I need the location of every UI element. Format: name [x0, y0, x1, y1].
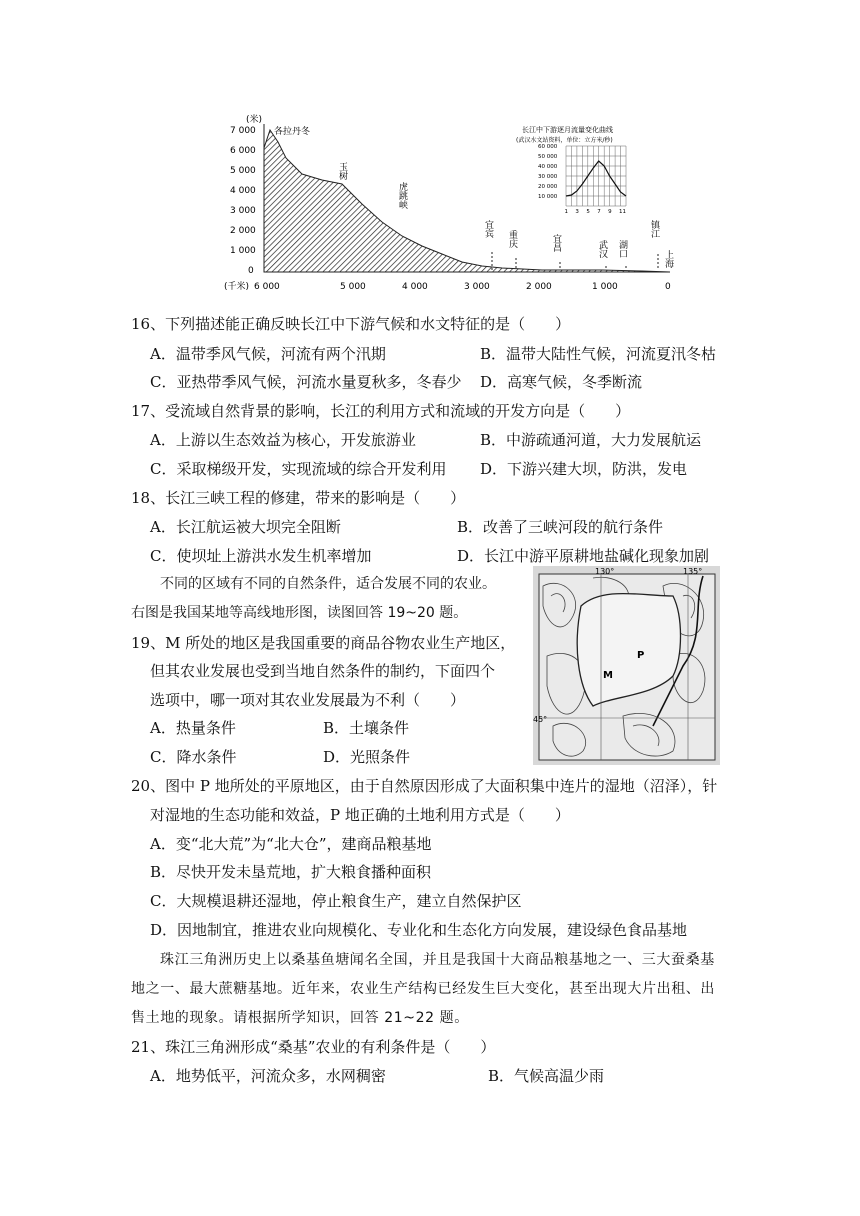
place-markers [492, 252, 658, 270]
map-lat-45: 45° [533, 715, 548, 724]
q19-stem-line-1: 19、M 所处的地区是我国重要的商品谷物农业生产地区， [131, 634, 516, 652]
intro-19-line-2: 右图是我国某地等高线地形图，读图回答 19~20 题。 [131, 605, 468, 621]
profile-y-tick: 3 000 [230, 206, 256, 216]
profile-x-tick: 4 000 [402, 282, 428, 292]
label-yichang: 宜昌 [551, 234, 561, 252]
profile-y-tick: 0 [248, 266, 254, 276]
inset-x-tick: 11 [619, 209, 627, 215]
inset-x-tick: 1 [564, 209, 568, 215]
intro-19-line-1: 不同的区域有不同的自然条件，适合发展不同的农业。 [160, 576, 496, 592]
q16-option-c: C．亚热带季风气候，河流水量夏秋多，冬春少 [150, 373, 462, 391]
q17-stem: 17、受流域自然背景的影响，长江的利用方式和流域的开发方向是（ ） [131, 402, 631, 420]
label-hutiaoxia: 虎跳峡 [397, 182, 407, 209]
inset-x-tick: 9 [608, 209, 612, 215]
profile-x-tick: 5 000 [340, 282, 366, 292]
profile-y-ticks [230, 126, 256, 276]
profile-x-tick: 0 [665, 282, 671, 292]
map-lon-130: 130° [595, 567, 615, 576]
label-yushu: 玉树 [337, 162, 347, 180]
q18-option-d: D．长江中游平原耕地盐碱化现象加剧 [457, 547, 710, 565]
flow-inset-chart [516, 125, 626, 215]
q17-option-b: B．中游疏通河道，大力发展航运 [480, 431, 702, 449]
q16-option-b: B．温带大陆性气候，河流夏汛冬枯 [480, 345, 717, 363]
inset-x-tick: 5 [586, 209, 590, 215]
inset-y-ticks [538, 144, 558, 200]
q18-option-c: C．使坝址上游洪水发生机率增加 [150, 547, 372, 565]
inset-x-tick: 7 [597, 209, 601, 215]
intro-21-line-1: 珠江三角洲历史上以桑基鱼塘闻名全国，并且是我国十大商品粮基地之一、三大蚕桑基 [160, 952, 715, 968]
intro-21-line-2: 地之一、最大蔗糖基地。近年来，农业生产结构已经发生巨大变化，甚至出现大片出租、出 [131, 981, 715, 997]
q21-stem: 21、珠江三角洲形成“桑基”农业的有利条件是（ ） [131, 1038, 496, 1056]
q19-option-b: B．土壤条件 [323, 719, 410, 737]
profile-x-tick: 2 000 [526, 282, 552, 292]
profile-x-tick: 3 000 [464, 282, 490, 292]
label-hukou: 湖口 [617, 240, 627, 258]
profile-x-tick: 6 000 [254, 282, 280, 292]
label-yibin: 宜宾 [483, 220, 493, 238]
profile-y-tick: 4 000 [230, 186, 256, 196]
q19-option-a: A．热量条件 [150, 719, 236, 737]
profile-y-tick: 2 000 [230, 226, 256, 236]
profile-x-unit: (千米) [224, 282, 250, 292]
inset-y-tick: 40 000 [538, 164, 558, 170]
q17-option-c: C．采取梯级开发，实现流域的综合开发利用 [150, 460, 447, 478]
inset-y-tick: 60 000 [538, 144, 558, 150]
q21-option-a: A．地势低平，河流众多，水网稠密 [150, 1067, 386, 1085]
q16-stem: 16、下列描述能正确反映长江中下游气候和水文特征的是（ ） [131, 315, 571, 333]
yangtze-profile-figure [222, 112, 682, 302]
inset-grid [566, 146, 626, 206]
inset-x-ticks [565, 209, 627, 215]
map-label-m: M [603, 670, 613, 681]
label-gelandandong: 各拉丹冬 [274, 127, 311, 137]
q19-option-d: D．光照条件 [323, 748, 411, 766]
profile-y-unit: (米) [246, 115, 263, 125]
q20-stem-line-2: 对湿地的生态功能和效益，P 地正确的土地利用方式是（ ） [150, 806, 570, 824]
q20-option-b: B．尽快开发未垦荒地，扩大粮食播种面积 [150, 863, 432, 881]
inset-x-tick: 3 [575, 209, 579, 215]
q20-option-d: D．因地制宜，推进农业向规模化、专业化和生态化方向发展，建设绿色食品基地 [150, 921, 688, 939]
intro-21-line-3: 售土地的现象。请根据所学知识，回答 21~22 题。 [131, 1010, 469, 1026]
inset-subtitle: (武汉水文站资料，单位：立方米/秒) [516, 137, 613, 144]
q19-stem-line-2: 但其农业发展也受到当地自然条件的制约，下面四个 [150, 662, 496, 680]
q21-option-b: B．气候高温少雨 [488, 1067, 605, 1085]
inset-y-tick: 30 000 [538, 174, 558, 180]
q20-option-a: A．变“北大荒”为“北大仓”，建商品粮基地 [150, 835, 432, 853]
profile-y-tick: 7 000 [230, 126, 256, 136]
q17-option-a: A．上游以生态效益为核心，开发旅游业 [150, 431, 416, 449]
map-label-p: P [637, 650, 645, 661]
q17-option-d: D．下游兴建大坝，防洪，发电 [480, 460, 688, 478]
q18-stem: 18、长江三峡工程的修建，带来的影响是（ ） [131, 489, 466, 507]
inset-title: 长江中下游逐月流量变化曲线 [522, 126, 613, 134]
label-chongqing: 重庆 [507, 230, 517, 248]
profile-x-tick: 1 000 [592, 282, 618, 292]
label-shanghai: 上海 [663, 250, 673, 268]
inset-y-tick: 20 000 [538, 184, 558, 190]
q20-stem-line-1: 20、图中 P 地所处的平原地区，由于自然原因形成了大面积集中连片的湿地（沼泽），针 [131, 777, 718, 795]
label-zhenjiang: 镇江 [649, 220, 659, 238]
map-lon-135: 135° [683, 567, 703, 576]
inset-y-tick: 10 000 [538, 194, 558, 200]
q19-option-c: C．降水条件 [150, 748, 237, 766]
q19-stem-line-3: 选项中，哪一项对其农业发展最为不利（ ） [150, 691, 466, 709]
label-wuhan: 武汉 [597, 240, 607, 258]
profile-terrain [264, 130, 670, 272]
q16-option-a: A．温带季风气候，河流有两个汛期 [150, 345, 386, 363]
q18-option-a: A．长江航运被大坝完全阻断 [150, 518, 341, 536]
inset-y-tick: 50 000 [538, 154, 558, 160]
profile-y-tick: 1 000 [230, 246, 256, 256]
profile-y-tick: 6 000 [230, 146, 256, 156]
q18-option-b: B．改善了三峡河段的航行条件 [457, 518, 664, 536]
q16-option-d: D．高寒气候，冬季断流 [480, 373, 643, 391]
contour-map [533, 566, 720, 765]
profile-y-tick: 5 000 [230, 166, 256, 176]
profile-x-ticks [254, 282, 671, 292]
q20-option-c: C．大规模退耕还湿地，停止粮食生产，建立自然保护区 [150, 892, 522, 910]
